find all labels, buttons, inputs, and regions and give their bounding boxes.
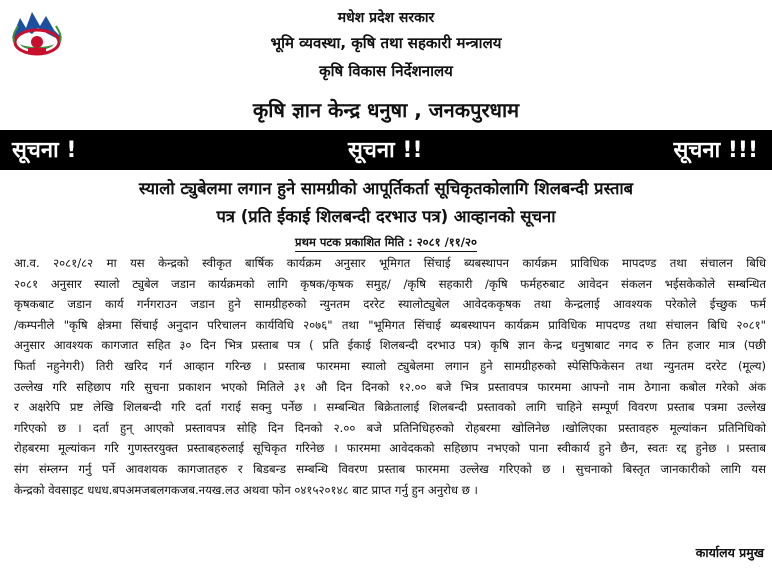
body-line: केन्द्रको वेवसाइट धधध.बपअमजबलगकजब.नयख.लउ अथवा फोन ०४१५२०१४८ बाट प्राप्त गर्नु हुन अनुरोध छ । (14, 482, 478, 497)
signature-label: कार्यालय प्रमुख (695, 545, 764, 560)
header-line-3: कृषि विकास निर्देशनालय (319, 62, 453, 80)
body-line: फिर्ता नहुनेगरी) तिरी खरिद गर्न आव्हान गरिन्छ । प्रस्ताब फारममा स्यालो ट्युबेलमा लगान हुने सामग्रीहरुको स्पेसिफिकेसन तथा न्युनतम दररेट (मूल्य) (14, 358, 766, 373)
body-line: संग संम्लग्न गर्नु पर्ने आवशयक कागजातहरु र बिडबन्ड सम्बन्धि विवरण प्रस्ताब फारममा उल्लेख गरिएको छ । सुचनाको बिस्तृत जानकारीको लागि यस (14, 461, 766, 476)
body-line: गरिएको छ । दर्ता हुन् आएको प्रस्तावपत्र सोहि दिन दिनको २.०० बजे प्रतिनिधिहरुको रोहबरमा खोलिनेछ ।खोलिएका प्रस्तावहरु मूल्यांकन प्रतिनिधिको (14, 420, 766, 435)
body-line: कृषकबाट जडान कार्य गर्नगराउन जडान हुने सामग्रीहरुको न्युनतम दररेट स्यालोट्युबेल आवेदककृषक तथा केन्द्रलाई आवश्यक परेकोले ईच्छुक फर्म (14, 297, 766, 312)
notice-banner (0, 130, 772, 170)
banner-center: सूचना !! (348, 138, 423, 163)
body-line: २०८१ अनुसार स्यालो ट्युबेल जडान कार्यक्रमको लागि कृषक/कृषक समुह/ /कृषि सहकारी /कृषि फर्महरुबाट आवेदन संकलन भईसकेकोले सम्बन्धित (14, 276, 766, 291)
notice-title-line-1: स्यालो ट्युबेलमा लगान हुने सामग्रीको आपूर्तिकर्ता सूचिकृतकोलागि शिलबन्दी प्रस्ताब (138, 179, 634, 198)
body-line: आ.व. २०८१/८२ मा यस केन्द्रको स्वीकृत बार्षिक कार्यक्रम अनुसार भूमिगत सिंचाई ब्यबस्थापन कार्यक्रम प्राविधिक मापदण्ड तथा संचालन बिधि (14, 256, 766, 270)
header-line-1: मधेश प्रदेश सरकार (337, 10, 435, 26)
publication-date-label: प्रथम पटक प्रकाशित मिति : २०८१ /११/२० (295, 235, 477, 252)
body-line: /कम्पनीले "कृषि क्षेत्रमा सिंचाई अनुदान परिचालन कार्यविधि २०७६" तथा "भूमिगत सिंचाई ब्यबस्थापन कार्यक्रम प्राविधिक मापदण्ड तथा संचालन बिधि २०८१" (14, 317, 766, 332)
header-line-2: भूमि व्यवस्था, कृषि तथा सहकारी मन्त्रालय (270, 34, 502, 52)
publication-date (0, 235, 772, 252)
body-line: रोहबरमा मूल्यांकन गरि गुणस्तरयुक्त प्रस्ताबहरुलाई सूचिकृत गरिनेछ । फारममा आवेदकको सहिछाप नभएको पाना स्वीकार्य हुने छैन, स्वतः रद्द हुनेछ । प्रस्ताब (14, 441, 766, 456)
header-line-4: कृषि ज्ञान केन्द्र धनुषा , जनकपुरधाम (252, 98, 520, 122)
body-line: अनुसार आवश्यक कागजात सहित ३० दिन भित्र प्रस्ताब पत्र ( प्रति ईकाई शिलबन्दी दरभाउ पत्र) कृषि ज्ञान केन्द्र धनुषाबाट नगद रु तिन हजार मात्र (पछी (14, 338, 766, 353)
body-line: र अक्षरेपि प्रष्ट लेखि शिलबन्दी गरि दर्ता गराई सक्नु पर्नेछ । सम्बन्धित बिक्रेतालाई शिलबन्दी प्रस्तावको लागि चाहिने सम्पूर्ण विवरण प्रस्ताब पत्रमा उल्लेख (14, 400, 766, 415)
notice-title-line-2: पत्र (प्रति ईकाई शिलबन्दी दरभाउ पत्र) आव्हानको सूचना (216, 207, 556, 226)
banner-left: सूचना ! (12, 138, 77, 163)
body-line: उल्लेख गरि सहिछाप गरि सुचना प्रकाशन भएको मितिले ३१ औ दिन दिनको १२.०० बजे भित्र प्रस्तावपत्र फारममा आफ्नो नाम ठेगाना कबोल गरेको अंक (14, 379, 766, 394)
banner-right: सूचना !!! (673, 138, 758, 163)
notice-body (14, 253, 766, 500)
